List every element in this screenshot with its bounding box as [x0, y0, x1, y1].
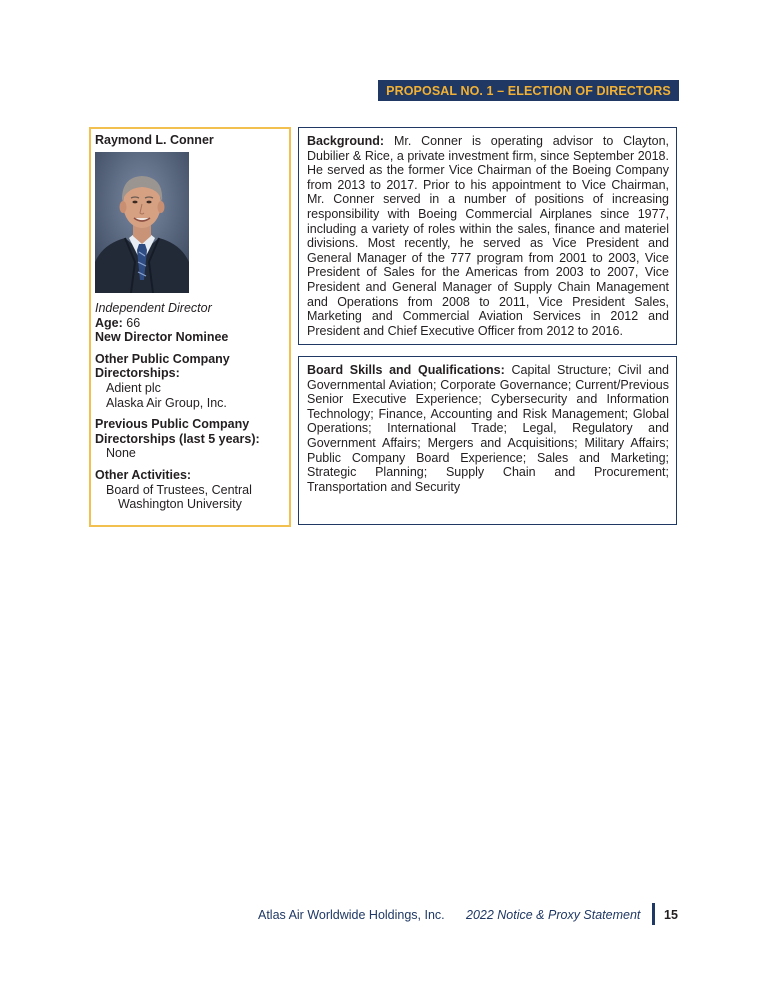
- director-profile-card: [89, 127, 291, 527]
- other-directorships-label: Other Public Company Directorships:: [95, 351, 230, 381]
- section-title: PROPOSAL NO. 1 – ELECTION OF DIRECTORS: [386, 83, 671, 98]
- background-box: [298, 127, 677, 345]
- skills-label: Board Skills and Qualifications:: [307, 363, 505, 377]
- background-text: Mr. Conner is operating advisor to Clayton, Dubilier & Rice, a private investment firm, since September 2018. He served as the former Vice Chairman of the Boeing Company from 2013 to 2017. Prior to his appointment to Vice Chairman, Mr. Conner served in a number of positions of increasing responsibility with Boeing Commercial Airplanes since 1977, including a variety of roles within the sales, finance and materiel divisions. Most recently, he served as Vice President and General Manager of the 777 program from 2001 to 2003, Vice President of Sales for the Americas from 2003 to 2007, Vice President and General Manager of Supply Chain Management and Operations from 2008 to 2011, Vice President Sales, Marketing and Commercial Aviation Services in 2012 and President and Chief Executive Officer from 2012 to 2016.: [307, 134, 670, 338]
- director-portrait: [95, 152, 189, 293]
- age-label: Age:: [95, 315, 123, 330]
- background-label: Background:: [307, 134, 385, 148]
- other-directorship-item: Adient plc: [106, 380, 161, 395]
- skills-box: [298, 356, 677, 525]
- director-role: Independent Director: [95, 301, 212, 315]
- section-banner: [378, 80, 679, 101]
- footer-divider: [652, 903, 655, 925]
- footer-company: Atlas Air Worldwide Holdings, Inc.: [258, 908, 445, 922]
- director-name: Raymond L. Conner: [95, 133, 214, 147]
- previous-directorships-label: Previous Public Company Directorships (last 5 years):: [95, 417, 260, 446]
- director-age-line: [95, 316, 285, 331]
- other-activities-label: Other Activities:: [95, 467, 192, 482]
- previous-directorships-value: None: [106, 446, 136, 461]
- page-number: 15: [664, 908, 678, 922]
- nominee-status: New Director Nominee: [95, 330, 229, 345]
- age-value: 66: [126, 315, 141, 330]
- other-directorship-item: Alaska Air Group, Inc.: [106, 395, 227, 410]
- other-activities-line: Washington University: [118, 497, 242, 512]
- footer-document-title: 2022 Notice & Proxy Statement: [466, 908, 641, 922]
- other-activities-line: Board of Trustees, Central: [106, 482, 252, 497]
- page-footer: [0, 903, 768, 925]
- director-details: [95, 301, 285, 519]
- skills-text: Capital Structure; Civil and Governmental Aviation; Corporate Governance; Current/Previous Senior Executive Experience; Cybersecurity and Information Technology; Finance, Accounting and Risk Management; Global Operations; International Trade; Legal, Regulatory and Government Affairs; Mergers and Acquisitions; Military Affairs; Public Company Board Experience; Sales and Marketing; Strategic Planning; Supply Chain and Procurement; Transportation and Security: [307, 363, 670, 494]
